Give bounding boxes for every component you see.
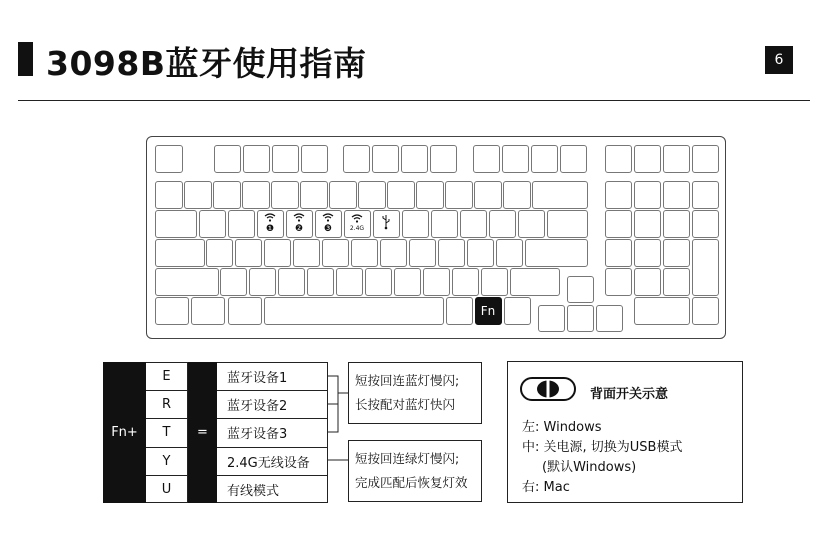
key — [242, 181, 270, 209]
key — [380, 239, 407, 267]
key — [445, 181, 473, 209]
key — [358, 181, 386, 209]
key — [409, 239, 436, 267]
key — [473, 145, 500, 173]
key — [502, 145, 529, 173]
key — [199, 210, 226, 238]
key — [301, 145, 328, 173]
key — [220, 268, 247, 296]
key — [243, 145, 270, 173]
function-cell: 蓝牙设备3 — [217, 419, 327, 447]
key — [431, 210, 458, 238]
key — [692, 145, 719, 173]
key — [293, 239, 320, 267]
key — [213, 181, 241, 209]
key — [547, 210, 588, 238]
key-letter-cell: Y — [146, 448, 187, 476]
function-cell: 有线模式 — [227, 484, 280, 500]
key — [560, 145, 587, 173]
wifi-icon — [293, 213, 305, 225]
key — [228, 297, 262, 325]
key — [394, 268, 421, 296]
function-cell: 蓝牙设备2 — [217, 391, 327, 419]
key — [401, 145, 428, 173]
key — [300, 181, 328, 209]
wifi-icon — [322, 213, 334, 225]
key — [663, 239, 690, 267]
switch-right-label: 右: Mac — [522, 480, 570, 495]
key — [264, 239, 291, 267]
key-sub-label: ❷ — [294, 223, 304, 234]
key — [605, 181, 632, 209]
key — [184, 181, 212, 209]
key — [474, 181, 502, 209]
key — [634, 210, 661, 238]
key — [663, 210, 690, 238]
key — [605, 210, 632, 238]
bluetooth-device-key — [315, 210, 342, 238]
key — [663, 268, 690, 296]
key-letter-cell: T — [146, 419, 187, 447]
key — [322, 239, 349, 267]
key — [191, 297, 225, 325]
key — [634, 239, 661, 267]
bluetooth-note — [348, 362, 482, 424]
keyboard-diagram — [146, 136, 726, 339]
key — [416, 181, 444, 209]
key-letter-column — [146, 362, 188, 503]
key — [402, 210, 429, 238]
key — [605, 145, 632, 173]
key — [504, 297, 531, 325]
key — [532, 181, 588, 209]
key — [663, 181, 690, 209]
key — [365, 268, 392, 296]
key — [423, 268, 450, 296]
note-line: 长按配对蓝灯快闪 — [355, 397, 456, 413]
bluetooth-device-key — [344, 210, 371, 238]
function-cell: 2.4G无线设备 — [217, 448, 327, 476]
key — [446, 297, 473, 325]
key-letter-cell: R — [146, 391, 187, 419]
key — [249, 268, 276, 296]
key — [481, 268, 508, 296]
key — [271, 181, 299, 209]
key — [467, 239, 494, 267]
function-column — [217, 362, 328, 503]
usb-mode-key — [373, 210, 400, 238]
key — [372, 145, 399, 173]
key — [496, 239, 523, 267]
switch-left-label: 左: Windows — [522, 420, 602, 435]
key — [489, 210, 516, 238]
key — [272, 145, 299, 173]
key — [155, 239, 205, 267]
key — [518, 210, 545, 238]
key — [634, 297, 690, 325]
key — [155, 268, 219, 296]
note-line: 短按回连绿灯慢闪; — [355, 451, 460, 466]
key — [336, 268, 363, 296]
key — [155, 210, 197, 238]
key — [264, 297, 444, 325]
equals-cell: = — [188, 362, 217, 503]
key — [538, 305, 565, 332]
key — [634, 181, 661, 209]
fn-key: Fn — [475, 297, 502, 325]
header-divider — [18, 100, 810, 101]
key-sub-label: ❶ — [265, 223, 275, 234]
key — [214, 145, 241, 173]
switch-title: 背面开关示意 — [590, 387, 669, 402]
key — [531, 145, 558, 173]
key — [155, 297, 189, 325]
switch-info-box — [507, 361, 743, 503]
key — [663, 145, 690, 173]
key — [692, 239, 719, 296]
page-number: 6 — [765, 46, 793, 74]
key — [692, 210, 719, 238]
key — [510, 268, 560, 296]
key — [596, 305, 623, 332]
key — [438, 239, 465, 267]
switch-icon — [520, 377, 576, 401]
key — [692, 297, 719, 325]
key — [452, 268, 479, 296]
key — [351, 239, 378, 267]
fn-modifier-cell: Fn+ — [103, 362, 146, 503]
key — [430, 145, 457, 173]
wireless-note — [348, 440, 482, 502]
key — [525, 239, 588, 267]
key — [387, 181, 415, 209]
key — [307, 268, 334, 296]
key — [228, 210, 255, 238]
key — [503, 181, 531, 209]
key — [692, 181, 719, 209]
note-line: 完成匹配后恢复灯效 — [355, 475, 468, 491]
key-sub-label: ❸ — [323, 223, 333, 234]
key-letter-cell: E — [146, 363, 187, 391]
key — [155, 181, 183, 209]
wifi-icon — [264, 213, 276, 225]
note-line: 短按回连蓝灯慢闪; — [355, 373, 460, 388]
key — [605, 239, 632, 267]
key — [235, 239, 262, 267]
key — [460, 210, 487, 238]
title-marker — [18, 42, 33, 76]
key — [634, 145, 661, 173]
usb-icon — [381, 214, 391, 233]
key — [206, 239, 233, 267]
bluetooth-device-key — [257, 210, 284, 238]
key — [343, 145, 370, 173]
key-letter-cell: U — [161, 482, 172, 498]
key — [278, 268, 305, 296]
key — [634, 268, 661, 296]
key — [329, 181, 357, 209]
bluetooth-device-key — [286, 210, 313, 238]
key — [567, 276, 594, 303]
switch-middle-sub-label: (默认Windows) — [542, 460, 637, 475]
key — [567, 305, 594, 332]
key — [605, 268, 632, 296]
key — [155, 145, 183, 173]
switch-middle-label: 中: 关电源, 切换为USB模式 — [522, 440, 683, 455]
function-cell: 蓝牙设备1 — [217, 363, 327, 391]
page-title: 3098B蓝牙使用指南 — [46, 44, 367, 83]
key-sub-label: 2.4G — [349, 225, 365, 233]
